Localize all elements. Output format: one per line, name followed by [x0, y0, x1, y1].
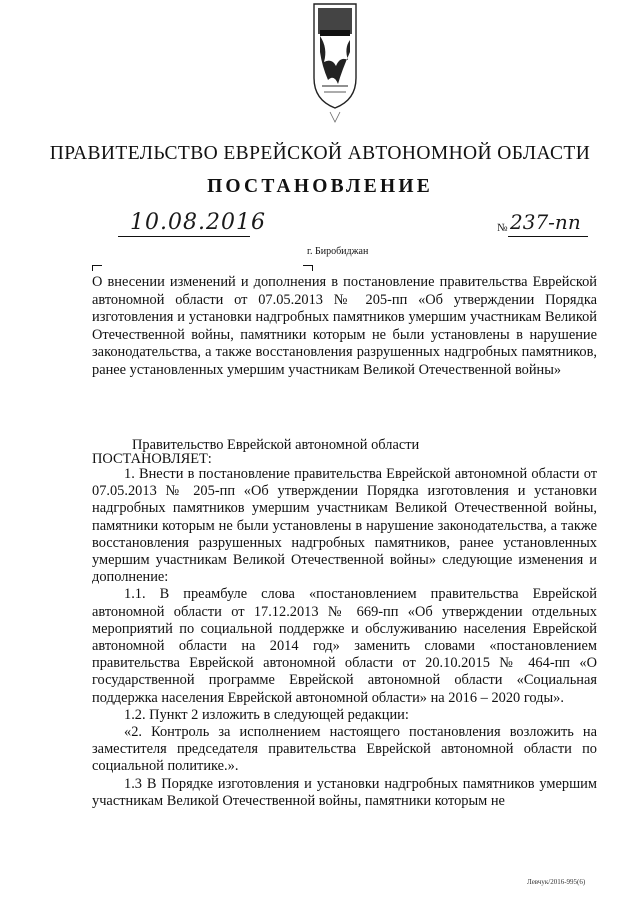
- document-subject: О внесении изменений и дополнения в постановление правительства Еврейской автономной области от 07.05.2013 № 205-пп «Об утверждении Порядка изготовления и установки надгробных памятников умершим участникам Великой Отечественной войны, памятники которым не были установлены в нарушение законодательства, а также восстановления разрушенных надгробных памятников, ранее установленных умершим участникам Великой Отечественной войны»: [92, 274, 597, 378]
- subject-corner-left: [92, 265, 102, 271]
- footer-code: Левчук/2016-995(6): [527, 878, 586, 886]
- handwritten-date: 10.08.2016: [130, 210, 266, 235]
- paragraph-1-1: 1.1. В преамбуле слова «постановлением правительства Еврейской автономной области от 17.12.2013 № 669-пп «Об утверждении отдельных мероприятий по социальной поддержке и обслуживанию населения Еврейской автономной области на 2014 год» заменить словами «постановлением правительства Еврейской автономной области от 20.10.2015 № 464-пп «О государственной программе Еврейской автономной области «Социальная поддержка населения Еврейской автономной области» на 2016 – 2020 годы».: [92, 586, 597, 706]
- date-underline: [118, 236, 250, 237]
- paragraph-1-3: 1.3 В Порядке изготовления и установки надгробных памятников умершим участникам Великой Отечественной войны, памятники которым не: [92, 775, 597, 809]
- city-name: г. Биробиджан: [307, 246, 369, 257]
- handwritten-number: 237-пп: [510, 210, 581, 234]
- preamble-government-name: Правительство Еврейской автономной области: [132, 437, 420, 453]
- document-type: ПОСТАНОВЛЕНИЕ: [207, 176, 433, 197]
- subject-corner-right: [303, 265, 313, 271]
- coat-of-arms-emblem: [306, 0, 364, 130]
- document-body: [92, 466, 597, 810]
- paragraph-1: 1. Внести в постановление правительства Еврейской автономной области от 07.05.2013 № 205-пп «Об утверждении Порядка изготовления и установки надгробных памятников умершим участникам Великой Отечественной войны, памятники которым не были установлены в нарушение законодательства, а также восстановления разрушенных надгробных памятников, ранее установленных умершим участникам Великой Отечественной войны» следующие изменения и дополнение:: [92, 466, 597, 586]
- paragraph-1-2: 1.2. Пункт 2 изложить в следующей редакции:: [124, 706, 409, 723]
- preamble-resolves: ПОСТАНОВЛЯЕТ:: [92, 451, 212, 467]
- paragraph-new-2: «2. Контроль за исполнением настоящего постановления возложить на заместителя председателя правительства Еврейской автономной области по социальной политике.».: [92, 724, 597, 775]
- government-title: ПРАВИТЕЛЬСТВО ЕВРЕЙСКОЙ АВТОНОМНОЙ ОБЛАСТИ: [49, 143, 591, 164]
- number-sign: №: [497, 222, 508, 234]
- number-underline: [508, 236, 588, 237]
